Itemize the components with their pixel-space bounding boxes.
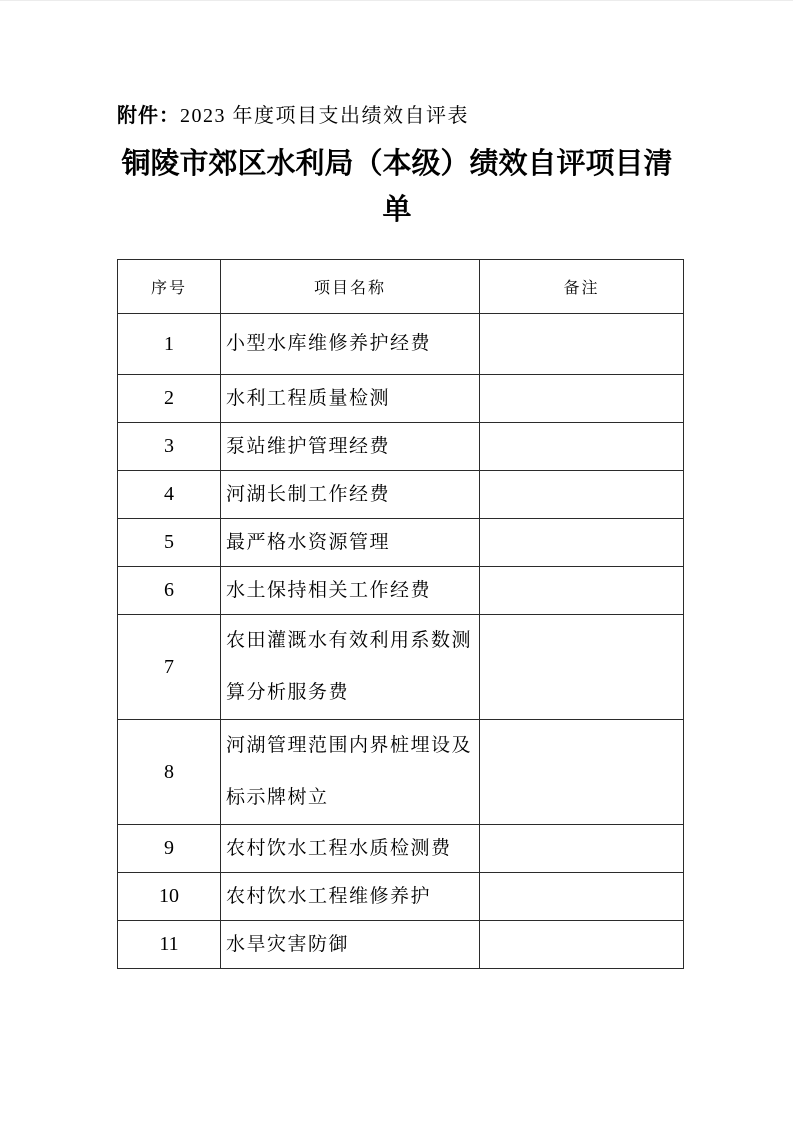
remark-cell bbox=[480, 314, 684, 375]
table-row bbox=[118, 471, 684, 519]
remark-cell bbox=[480, 471, 684, 519]
project-name: 水旱灾害防御 bbox=[221, 921, 480, 969]
row-number: 3 bbox=[118, 423, 221, 471]
project-name: 农村饮水工程水质检测费 bbox=[221, 825, 480, 873]
row-number: 11 bbox=[118, 921, 221, 969]
remark-cell bbox=[480, 567, 684, 615]
table-row bbox=[118, 423, 684, 471]
project-name: 水土保持相关工作经费 bbox=[221, 567, 480, 615]
table-row bbox=[118, 873, 684, 921]
row-number: 4 bbox=[118, 471, 221, 519]
remark-cell bbox=[480, 825, 684, 873]
project-name: 水利工程质量检测 bbox=[221, 375, 480, 423]
table-header-row bbox=[118, 260, 684, 314]
project-name: 河湖管理范围内界桩埋设及标示牌树立 bbox=[221, 720, 480, 825]
remark-cell bbox=[480, 720, 684, 825]
row-number: 8 bbox=[118, 720, 221, 825]
project-list-table bbox=[117, 259, 684, 969]
header-project-name: 项目名称 bbox=[221, 260, 480, 314]
attachment-label: 附件： bbox=[117, 105, 180, 127]
row-number: 5 bbox=[118, 519, 221, 567]
page bbox=[0, 1, 793, 1123]
row-number: 7 bbox=[118, 615, 221, 720]
table-row bbox=[118, 825, 684, 873]
project-name: 小型水库维修养护经费 bbox=[221, 314, 480, 375]
remark-cell bbox=[480, 375, 684, 423]
table-row bbox=[118, 615, 684, 720]
row-number: 1 bbox=[118, 314, 221, 375]
project-name: 农村饮水工程维修养护 bbox=[221, 873, 480, 921]
remark-cell bbox=[480, 921, 684, 969]
remark-cell bbox=[480, 873, 684, 921]
attachment-line bbox=[117, 103, 677, 129]
table-row bbox=[118, 314, 684, 375]
project-name: 泵站维护管理经费 bbox=[221, 423, 480, 471]
table-row bbox=[118, 921, 684, 969]
project-name: 河湖长制工作经费 bbox=[221, 471, 480, 519]
remark-cell bbox=[480, 423, 684, 471]
table-row bbox=[118, 519, 684, 567]
table-row bbox=[118, 375, 684, 423]
remark-cell bbox=[480, 519, 684, 567]
page-title: 铜陵市郊区水利局（本级）绩效自评项目清单 bbox=[121, 148, 673, 226]
row-number: 2 bbox=[118, 375, 221, 423]
row-number: 9 bbox=[118, 825, 221, 873]
header-index: 序号 bbox=[118, 260, 221, 314]
table-row bbox=[118, 567, 684, 615]
row-number: 10 bbox=[118, 873, 221, 921]
project-name: 最严格水资源管理 bbox=[221, 519, 480, 567]
header-remark: 备注 bbox=[480, 260, 684, 314]
attachment-title: 2023 年度项目支出绩效自评表 bbox=[180, 105, 469, 127]
table-row bbox=[118, 720, 684, 825]
row-number: 6 bbox=[118, 567, 221, 615]
remark-cell bbox=[480, 615, 684, 720]
project-name: 农田灌溉水有效利用系数测算分析服务费 bbox=[221, 615, 480, 720]
